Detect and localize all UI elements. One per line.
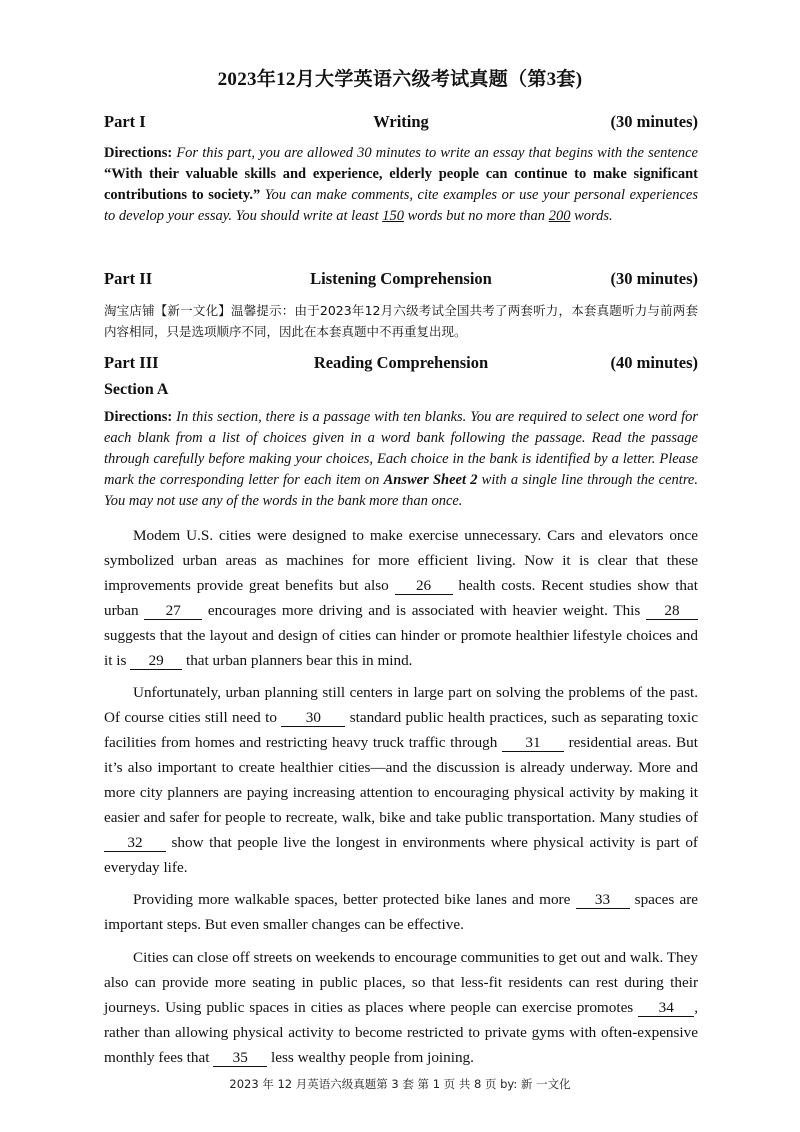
max-words: 200 [548,208,571,224]
blank-29[interactable]: 29 [130,652,182,670]
passage-text: that urban planners bear this in mind. [182,652,413,669]
passage-text: Unfortunately, urban planning still centers in large part on solving the problems of the past. Of course cities still need to [104,684,698,726]
passage-paragraph-4 [104,945,698,1070]
directions-text: words but no more than [403,208,549,224]
part-3-time: (40 minutes) [610,353,698,372]
directions-text: You can make comments, cite examples or use your personal experiences to develop your essay. You should write at least [104,187,698,224]
part-1-label: Part I [104,112,146,131]
listening-notice: 淘宝店铺【新一文化】温馨提示：由于2023年12月六级考试全国共考了两套听力，本套真题听力与前两套内容相同，只是选项顺序不同，因此在本套真题中不再重复出现。 [104,303,698,339]
passage-text: Cities can close off streets on weekends to encourage communities to get out and walk. They also can provide more seating in public places, so that less-fit residents can rest during their journeys. Using public spaces in cities as places where people can exercise promotes [104,949,698,1016]
blank-35[interactable]: 35 [213,1049,267,1067]
blank-32[interactable]: 32 [104,834,166,852]
part-3-name: Reading Comprehension [313,353,489,372]
directions-text: In this section, there is a passage with ten blanks. You are required to select one word for each blank from a list of choices given in a word bank following the passage. Read the passage through carefully before making your choices, Each choice in the bank is identified by a letter. Please mark the corresponding letter for each item on [104,409,698,488]
blank-30[interactable]: 30 [281,709,345,727]
passage-text: encourages more driving and is associated with heavier weight. This [202,602,646,619]
passage-text: health costs. Recent studies show that urban [104,577,698,619]
directions-text: words. [570,208,613,224]
part-2-header [104,269,698,291]
directions-text: For this part, you are allowed 30 minutes to write an essay that begins with the sentence [172,145,698,161]
blank-26[interactable]: 26 [395,577,453,595]
passage-text: less wealthy people from joining. [267,1049,474,1066]
passage-text: show that people live the longest in environments where physical activity is part of everyday life. [104,834,698,876]
page-footer: 2023 年 12 月英语六级真题第 3 套 第 1 页 共 8 页 by: 新 一文化 [229,1077,571,1091]
passage-text: spaces are important steps. But even smaller changes can be effective. [104,891,698,933]
part-1-time: (30 minutes) [610,112,698,131]
blank-27[interactable]: 27 [144,602,202,620]
blank-33[interactable]: 33 [576,891,630,909]
part-3-header [104,353,698,375]
reading-directions [104,407,698,512]
part-3-label: Part III [104,353,159,372]
passage-paragraph-3 [104,887,698,937]
page-title: 2023年12月大学英语六级考试真题（第3套) [217,69,583,90]
part-1-header [104,112,698,134]
part-2-time: (30 minutes) [610,269,698,288]
part-2-name: Listening Comprehension [310,269,492,288]
min-words: 150 [382,208,404,224]
passage-text: Modem U.S. cities were designed to make exercise unnecessary. Cars and elevators once symbolized urban areas as machines for more efficient living. Now it is clear that these improvements provide great benefits but also [104,527,698,594]
passage-text: residential areas. But it’s also important to create healthier cities—and the discussion is already underway. More and more city planners are paying increasing attention to encouraging physical activity by making it easier and safer for people to recreate, walk, bike and take public transportation. Many studies of [104,734,698,826]
section-a-heading: Section A [104,381,169,398]
passage-text: standard public health practices, such as separating toxic facilities from homes and restricting heavy truck traffic through [104,709,698,751]
part-1-name: Writing [373,112,429,131]
passage-paragraph-1 [104,523,698,673]
passage-paragraph-2 [104,680,698,880]
blank-34[interactable]: 34 [638,999,694,1017]
blank-28[interactable]: 28 [646,602,698,620]
blank-31[interactable]: 31 [502,734,564,752]
part-2-label: Part II [104,269,153,288]
passage-text: , rather than allowing physical activity to become restricted to private gyms with often-expensive monthly fees that [104,999,698,1066]
essay-prompt: “With their valuable skills and experience, elderly people can continue to make significant contributions to society.” [104,166,698,203]
answer-sheet-ref: Answer Sheet 2 [383,472,478,488]
writing-directions [104,143,698,227]
directions-label: Directions: [104,409,173,425]
directions-text: with a single line through the centre. You may not use any of the words in the bank more than once. [104,472,698,509]
passage-text: Providing more walkable spaces, better protected bike lanes and more [133,891,576,908]
passage-text: suggests that the layout and design of cities can hinder or promote healthier lifestyle choices and it is [104,627,698,669]
directions-label: Directions: [104,145,173,161]
